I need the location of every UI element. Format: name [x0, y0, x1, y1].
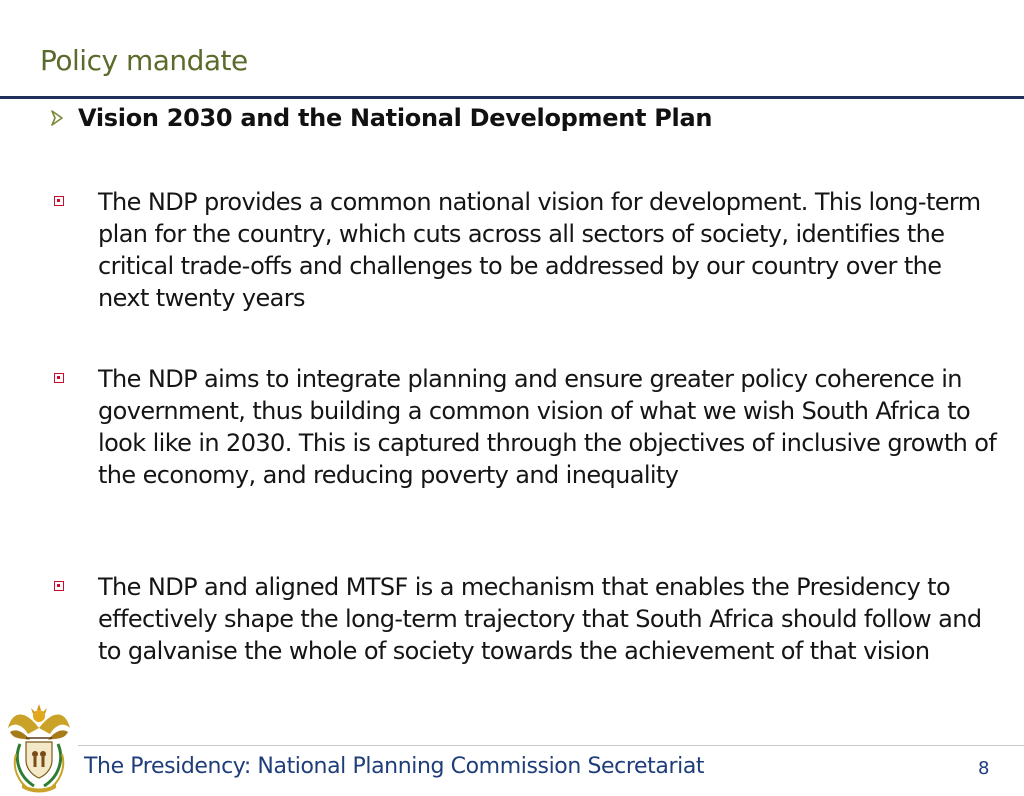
title-divider	[0, 96, 1024, 99]
bullet-item	[54, 186, 999, 314]
square-bullet-icon	[54, 581, 64, 591]
page-title: Policy mandate	[40, 44, 248, 77]
coat-of-arms-icon	[4, 698, 74, 794]
bullet-item	[54, 363, 999, 491]
page-number: 8	[978, 758, 990, 779]
subheading-text: Vision 2030 and the National Development Plan	[78, 104, 713, 132]
bullet-text: The NDP and aligned MTSF is a mechanism that enables the Presidency to effectively shape the long-term trajectory that South Africa should follow and to galvanise the whole of society towards the achievement of that vision	[98, 573, 982, 665]
square-bullet-icon	[54, 196, 64, 206]
subheading	[50, 104, 712, 132]
arrow-right-icon	[50, 110, 64, 126]
bullet-text: The NDP aims to integrate planning and ensure greater policy coherence in government, thus building a common vision of what we wish South Africa to look like in 2030. This is captured through the objectives of inclusive growth of the economy, and reducing poverty and inequality	[98, 365, 997, 489]
square-bullet-icon	[54, 373, 64, 383]
bullet-text: The NDP provides a common national vision for development. This long-term plan for the country, which cuts across all sectors of society, identifies the critical trade-offs and challenges to be addressed by our country over the next twenty years	[98, 188, 981, 312]
footer-divider	[78, 745, 1024, 746]
footer-organization: The Presidency: National Planning Commission Secretariat	[84, 754, 705, 779]
bullet-item	[54, 571, 999, 667]
